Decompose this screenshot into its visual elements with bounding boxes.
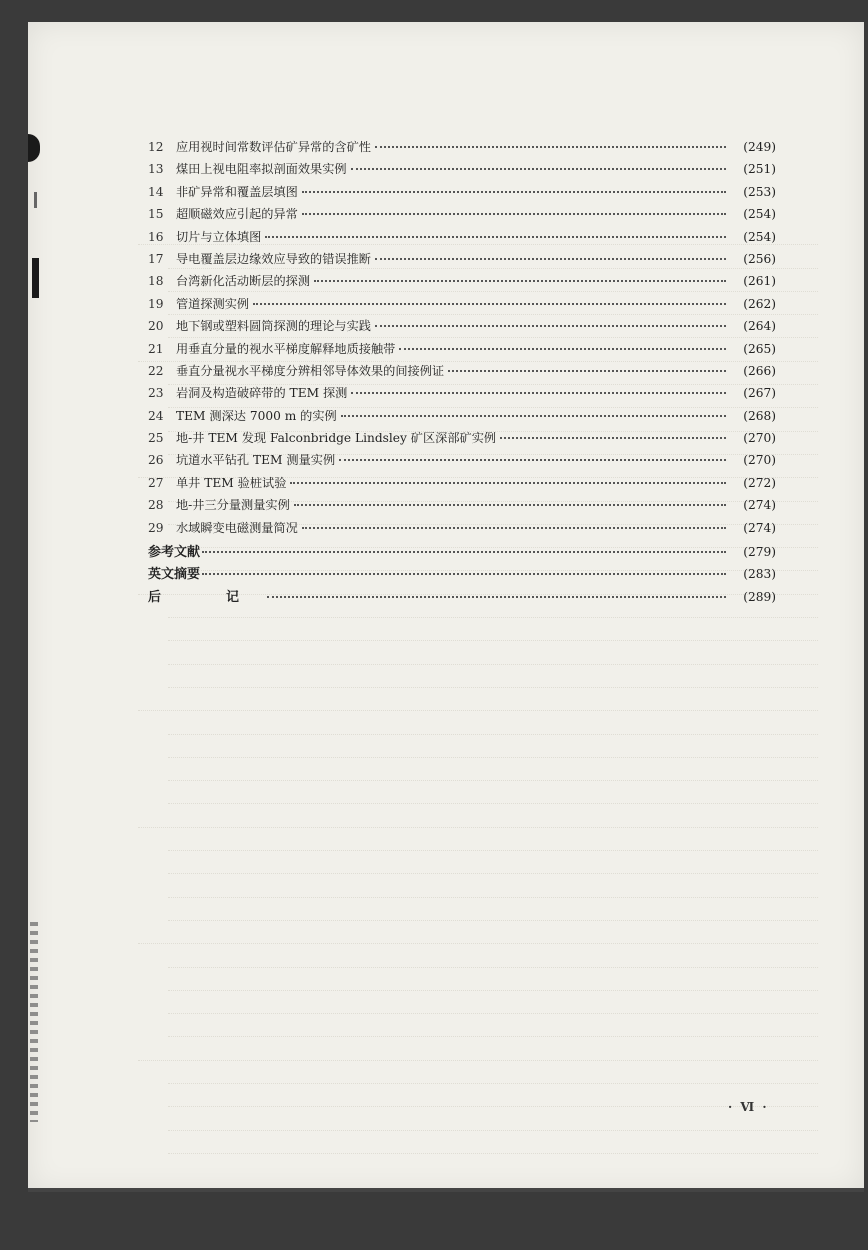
toc-entry-row[interactable] bbox=[148, 496, 776, 518]
toc-page-number: (264) bbox=[743, 319, 776, 334]
show-through-line bbox=[168, 711, 818, 734]
toc-entry-row[interactable] bbox=[148, 362, 776, 384]
toc-entry-title: 后 记 bbox=[148, 589, 266, 605]
toc-entry-number: 14 bbox=[148, 184, 164, 199]
dot-leader bbox=[294, 504, 726, 506]
toc-entry-row[interactable] bbox=[148, 160, 776, 182]
dot-leader bbox=[302, 527, 726, 529]
show-through-line bbox=[168, 991, 818, 1014]
toc-entry-title: 台湾新化活动断层的探测 bbox=[176, 274, 311, 289]
toc-page-number: (289) bbox=[743, 589, 776, 604]
show-through-line bbox=[138, 688, 818, 711]
page-folio: · Ⅵ · bbox=[728, 1100, 769, 1114]
toc-page-number: (256) bbox=[743, 251, 776, 266]
toc-entry-number: 19 bbox=[148, 296, 164, 311]
toc-entry-number: 27 bbox=[148, 475, 164, 490]
show-through-line bbox=[168, 1061, 818, 1084]
toc-entry-title: 导电覆盖层边缘效应导致的错误推断 bbox=[176, 251, 371, 266]
toc-page-number: (261) bbox=[743, 274, 776, 289]
dot-leader bbox=[448, 370, 726, 372]
toc-entry-title: 参考文献 bbox=[148, 545, 201, 561]
show-through-line bbox=[168, 1084, 818, 1107]
toc-entry-number: 26 bbox=[148, 453, 164, 468]
toc-page-number: (268) bbox=[743, 408, 776, 423]
toc-entries bbox=[148, 138, 776, 541]
toc-entry-title: 非矿异常和覆盖层填图 bbox=[176, 184, 298, 199]
toc-page-number: (274) bbox=[743, 520, 776, 535]
toc-entry-row[interactable] bbox=[148, 138, 776, 160]
toc-entry-number: 15 bbox=[148, 207, 164, 222]
toc-entry-title: 水域瞬变电磁测量简况 bbox=[176, 520, 298, 535]
dot-leader bbox=[341, 415, 726, 417]
toc-entry-number: 20 bbox=[148, 319, 164, 334]
dot-leader bbox=[202, 551, 726, 553]
toc-page-number: (249) bbox=[743, 140, 776, 154]
dot-leader bbox=[314, 280, 726, 282]
toc-entry-number: 21 bbox=[148, 341, 164, 356]
toc-entry-row[interactable] bbox=[148, 474, 776, 496]
show-through-line bbox=[168, 968, 818, 991]
dot-leader bbox=[202, 573, 726, 575]
toc-entry-title: 管道探测实例 bbox=[176, 296, 250, 311]
toc-page-number: (254) bbox=[743, 207, 776, 222]
toc-page-number: (265) bbox=[743, 341, 776, 356]
toc-entry-title: 用垂直分量的视水平梯度解释地质接触带 bbox=[176, 341, 396, 356]
toc-entry-row[interactable] bbox=[148, 340, 776, 362]
toc-entry-number: 16 bbox=[148, 229, 164, 244]
show-through-line bbox=[168, 1131, 818, 1154]
toc-back-matter-row[interactable] bbox=[148, 563, 776, 585]
dot-leader bbox=[375, 325, 726, 327]
dot-leader bbox=[399, 348, 726, 350]
toc-entry-number: 18 bbox=[148, 274, 164, 289]
show-through-line bbox=[168, 898, 818, 921]
show-through-line bbox=[168, 851, 818, 874]
toc-entry-row[interactable] bbox=[148, 519, 776, 541]
toc-page-number: (254) bbox=[743, 229, 776, 244]
toc-entry-title: 应用视时间常数评估矿异常的含矿性 bbox=[176, 140, 371, 154]
toc-entry-title: 煤田上视电阻率拟剖面效果实例 bbox=[176, 162, 347, 177]
toc-entry-title: 岩洞及构造破碎带的 TEM 探测 bbox=[176, 386, 348, 401]
toc-entry-number: 22 bbox=[148, 363, 164, 378]
toc-entry-title: 地下钢或塑料圆筒探测的理论与实践 bbox=[176, 319, 371, 334]
binding-edge-text bbox=[30, 922, 38, 1122]
toc-entry-number: 13 bbox=[148, 162, 164, 177]
toc-entry-title: 地-井 TEM 发现 Falconbridge Lindsley 矿区深部矿实例 bbox=[176, 431, 497, 446]
toc-entry-title: 坑道水平钻孔 TEM 测量实例 bbox=[176, 453, 336, 468]
show-through-line bbox=[138, 804, 818, 827]
table-of-contents bbox=[148, 138, 776, 608]
toc-back-matter bbox=[148, 541, 776, 608]
binding-mark bbox=[28, 134, 40, 162]
toc-entry-title: 超顺磁效应引起的异常 bbox=[176, 207, 298, 222]
toc-entry-number: 12 bbox=[148, 140, 164, 154]
dot-leader bbox=[265, 236, 726, 238]
toc-page-number: (283) bbox=[743, 567, 776, 582]
binding-mark bbox=[32, 258, 39, 298]
toc-entry-number: 17 bbox=[148, 251, 164, 266]
dot-leader bbox=[500, 437, 726, 439]
dot-leader bbox=[302, 213, 726, 215]
toc-page-number: (279) bbox=[743, 545, 776, 560]
show-through-line bbox=[168, 758, 818, 781]
toc-entry-row[interactable] bbox=[148, 205, 776, 227]
dot-leader bbox=[375, 146, 726, 148]
show-through-line bbox=[168, 944, 818, 967]
toc-page-number: (267) bbox=[743, 386, 776, 401]
toc-page-number: (262) bbox=[743, 296, 776, 311]
toc-entry-number: 23 bbox=[148, 386, 164, 401]
dot-leader bbox=[302, 191, 726, 193]
toc-entry-row[interactable] bbox=[148, 407, 776, 429]
toc-entry-title: 英文摘要 bbox=[148, 567, 201, 583]
document-page bbox=[28, 22, 864, 1192]
show-through-line bbox=[168, 781, 818, 804]
dot-leader bbox=[351, 392, 726, 394]
toc-entry-row[interactable] bbox=[148, 317, 776, 339]
toc-page-number: (253) bbox=[743, 184, 776, 199]
show-through-line bbox=[138, 1037, 818, 1060]
toc-entry-number: 25 bbox=[148, 431, 164, 446]
show-through-line bbox=[168, 641, 818, 664]
dot-leader bbox=[339, 459, 726, 461]
toc-page-number: (266) bbox=[743, 363, 776, 378]
toc-entry-number: 29 bbox=[148, 520, 164, 535]
show-through-line bbox=[168, 828, 818, 851]
toc-entry-row[interactable] bbox=[148, 228, 776, 250]
toc-page-number: (251) bbox=[743, 162, 776, 177]
show-through-line bbox=[168, 1107, 818, 1130]
toc-entry-row[interactable] bbox=[148, 295, 776, 317]
toc-entry-title: 切片与立体填图 bbox=[176, 229, 262, 244]
show-through-line bbox=[168, 1014, 818, 1037]
toc-entry-row[interactable] bbox=[148, 272, 776, 294]
dot-leader bbox=[290, 482, 726, 484]
show-through-line bbox=[138, 921, 818, 944]
toc-back-matter-row[interactable] bbox=[148, 586, 776, 608]
toc-entry-title: 单井 TEM 验桩试验 bbox=[176, 475, 287, 490]
binding-mark bbox=[34, 192, 37, 208]
toc-page-number: (270) bbox=[743, 431, 776, 446]
toc-back-matter-row[interactable] bbox=[148, 541, 776, 563]
toc-page-number: (274) bbox=[743, 498, 776, 513]
dot-leader bbox=[375, 258, 726, 260]
toc-page-number: (272) bbox=[743, 475, 776, 490]
page-bottom-edge bbox=[28, 1188, 864, 1192]
toc-entry-number: 28 bbox=[148, 498, 164, 513]
show-through-line bbox=[168, 665, 818, 688]
toc-entry-title: 地-井三分量测量实例 bbox=[176, 498, 290, 513]
toc-entry-row[interactable] bbox=[148, 183, 776, 205]
toc-entry-row[interactable] bbox=[148, 384, 776, 406]
show-through-line bbox=[168, 618, 818, 641]
show-through-line bbox=[168, 874, 818, 897]
toc-entry-number: 24 bbox=[148, 408, 164, 423]
toc-page-number: (270) bbox=[743, 453, 776, 468]
dot-leader bbox=[267, 596, 726, 598]
dot-leader bbox=[253, 303, 726, 305]
toc-entry-title: 垂直分量视水平梯度分辨相邻导体效果的间接例证 bbox=[176, 363, 445, 378]
show-through-line bbox=[168, 735, 818, 758]
toc-entry-row[interactable] bbox=[148, 429, 776, 451]
toc-entry-row[interactable] bbox=[148, 451, 776, 473]
dot-leader bbox=[351, 168, 726, 170]
toc-entry-row[interactable] bbox=[148, 250, 776, 272]
toc-entry-title: TEM 测深达 7000 m 的实例 bbox=[176, 408, 337, 423]
